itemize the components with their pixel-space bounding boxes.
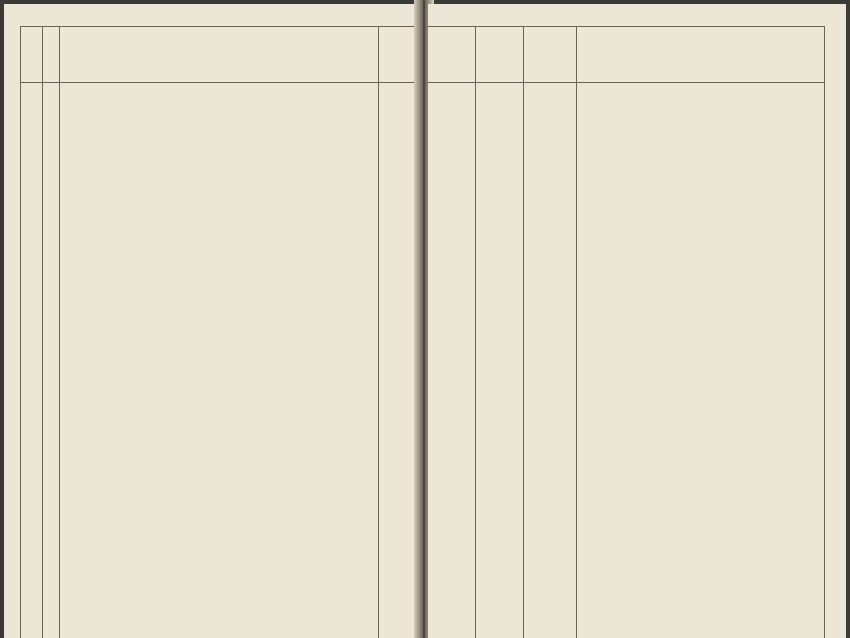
left-page [4,4,422,638]
header-bottom-rule [428,82,824,83]
right-page [428,4,846,638]
col-rule [59,26,60,638]
header-top-rule [428,26,824,27]
col-rule [20,26,21,638]
col-rule [475,26,476,638]
col-rule [824,26,825,638]
col-rule [576,26,577,638]
header-allowed-1931 [475,34,523,42]
col-rule [523,26,524,638]
col-rule [378,26,379,638]
col-rule [42,26,43,638]
header-bottom-rule [20,82,422,83]
header-top-rule [20,26,422,27]
header-allowed-1932 [428,34,475,42]
